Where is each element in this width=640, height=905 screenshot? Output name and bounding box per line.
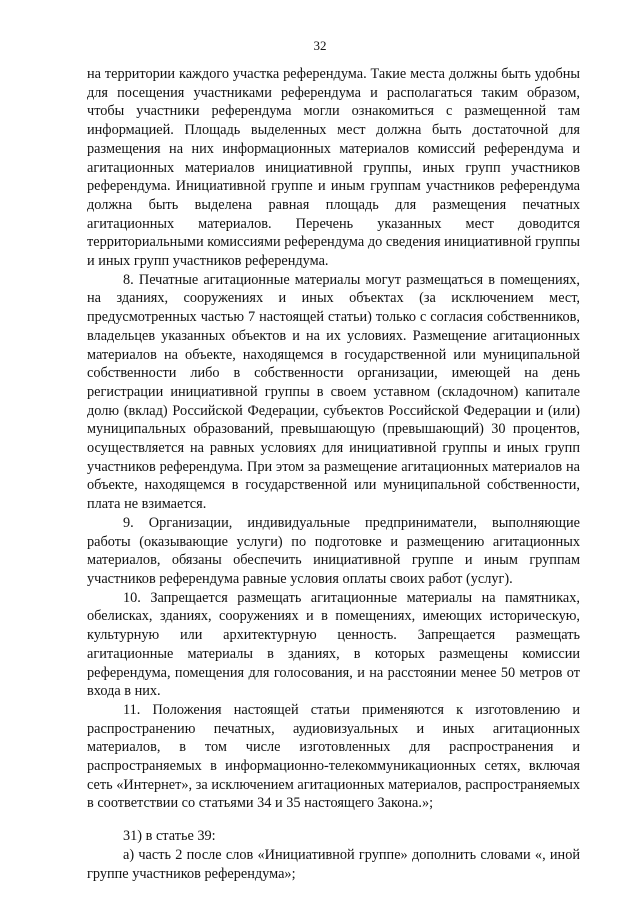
paragraph-continuation: на территории каждого участка референдума. Такие места должны быть удобны для посещения участниками референдума и располагаться таким образом, чтобы участники референдума могли ознакомиться с размещенной там информацией. Площадь выделенных мест должна быть достаточной для размещения на них информационных материалов комиссий референдума и агитационных материалов инициативной группы, иных групп участников референдума. Инициативной группе и иным группам участников референдума должна быть выделена равная площадь для размещения печатных агитационных материалов. Перечень указанных мест доводится территориальными комиссиями референдума до сведения инициативной группы и иных групп участников референдума. bbox=[87, 66, 580, 270]
paragraph-item-8: 8. Печатные агитационные материалы могут размещаться в помещениях, на зданиях, сооружениях и иных объектах (за исключением мест, предусмотренных частью 7 настоящей статьи) только с согласия собственников, владельцев указанных объектов и на их условиях. Размещение агитационных материалов на объекте, находящемся в государственной или муниципальной собственности либо в собственности организации, имеющей на день регистрации инициативной группы в своем уставном (складочном) капитале долю (вклад) Российской Федерации, субъектов Российской Федерации и (или) муниципальных образований, превышающую (превышающий) 30 процентов, осуществляется на равных условиях для инициативной группы и иных групп участников референдума. При этом за размещение агитационных материалов на объекте, находящемся в государственной или муниципальной собственности, плата не взимается. bbox=[87, 271, 580, 513]
paragraph-item-9: 9. Организации, индивидуальные предприниматели, выполняющие работы (оказывающие услуги) по подготовке и размещению агитационных материалов, обязаны обеспечить инициативной группе и иным группам участников референдума равные условия оплаты своих работ (услуг). bbox=[87, 514, 580, 587]
paragraph-article-39-part-a: а) часть 2 после слов «Инициативной группе» дополнить словами «, иной группе участников референдума»; bbox=[87, 846, 580, 882]
paragraph-article-39-heading: 31) в статье 39: bbox=[123, 828, 216, 845]
page-number: 32 bbox=[313, 38, 327, 53]
paragraph-item-10: 10. Запрещается размещать агитационные материалы на памятниках, обелисках, зданиях, сооружениях и в помещениях, имеющих историческую, культурную или архитектурную ценность. Запрещается размещать агитационные материалы в зданиях, в которых размещены комиссии референдума, помещения для голосования, и на расстоянии менее 50 метров от входа в них. bbox=[87, 589, 580, 700]
document-body bbox=[87, 65, 580, 883]
paragraph-item-11: 11. Положения настоящей статьи применяются к изготовлению и распространению печатных, аудиовизуальных и иных агитационных материалов, в том числе изготовленных для распространения и распространяемых в информационно-телекоммуникационных сетях, включая сеть «Интернет», за исключением агитационных материалов, распространяемых в соответствии со статьями 34 и 35 настоящего Закона.»; bbox=[87, 701, 580, 812]
